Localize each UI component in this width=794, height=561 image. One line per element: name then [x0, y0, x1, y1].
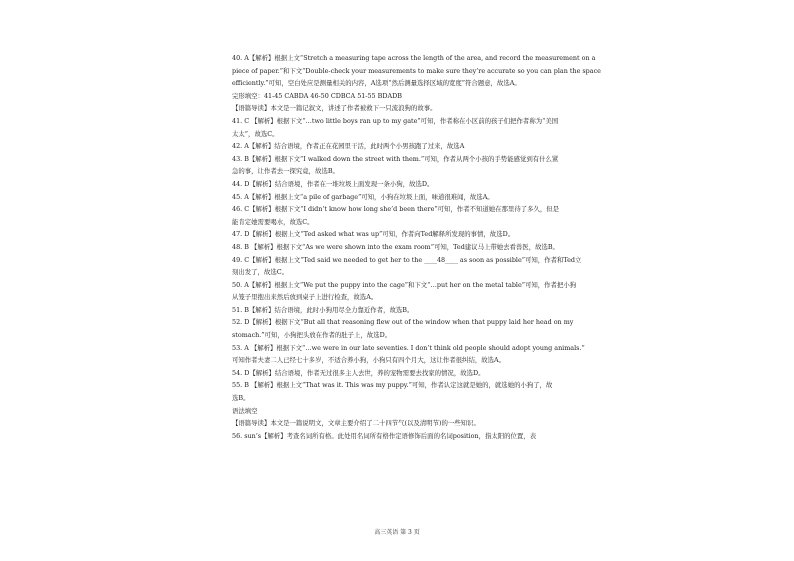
text-line: 选B。: [232, 394, 250, 403]
text-line: 56. sun’s【解析】考查名词所有格。此处用名词所有格作定语修饰后面的名词position，指太阳的位置，表: [232, 431, 537, 440]
text-line: 【语篇导读】本文是一篇说明文，文章主要介绍了二十四节气(以及清明节)的一些知识。: [232, 419, 480, 428]
text-line: 太太”，故选C。: [232, 129, 279, 138]
text-line: 49. C【解析】根据上文“Ted said we needed to get her to the ____48____ as soon as possible”可知，作者和Ted立: [232, 255, 582, 264]
text-line: 完形填空：41-45 CABDA 46-50 CDBCA 51-55 BDADB: [232, 91, 402, 100]
text-line: 可知作者夫妻二人已经七十多岁，不适合养小狗，小狗只有四个月大，这让作者很纠结，故选A。: [232, 356, 506, 365]
answer-explanation-text: [232, 52, 601, 442]
text-line: 44. D【解析】结合语境，作者在一堆垃圾上面发现一条小狗，故选D。: [232, 179, 434, 188]
text-line: 从笼子里抱出来然后放到桌子上进行检查，故选A。: [232, 293, 378, 302]
page-footer: 高三英语 第 3 页: [374, 529, 420, 536]
text-line: 48. B 【解析】根据下文“As we were shown into the exam room”可知，Ted建议马上带她去看兽医，故选B。: [232, 242, 559, 251]
text-line: 43. B【解析】根据下文“I walked down the street with them.”可知，作者从两个小孩的手势能感觉到有什么紧: [232, 154, 559, 163]
text-line: 41. C 【解析】根据下文“…two little boys ran up to my gate”可知，作者称在小区前的孩子们把作者称为“美国: [232, 116, 559, 125]
text-line: efficiently.”可知，空白处应是测量相关的内容，A选项“然后测量选择区域的宽度”符合题意，故选A。: [232, 79, 521, 88]
text-line: 53. A 【解析】根据下文“…we were in our late seventies. I don’t think old people should adopt young animals.”: [232, 343, 585, 352]
text-line: 50. A【解析】根据上文“We put the puppy into the cage”和下文“…put her on the metal table”可知，作者把小狗: [232, 280, 577, 289]
text-line: 51. B【解析】结合语境，此时小狗用尽全力靠近作者，故选B。: [232, 305, 414, 314]
text-line: 46. C【解析】根据下文“I didn’t know how long she’d been there”可知，作者不知道她在那里待了多久，但是: [232, 205, 560, 214]
text-line: 55. B 【解析】根据上文“That was it. This was my puppy.”可知，作者认定这就是她的，就选她的小狗了，故: [232, 381, 553, 390]
text-line: 【语篇导读】本文是一篇记叙文，讲述了作者被救下一只流浪狗的故事。: [232, 104, 437, 113]
text-line: 能肯定她需要喝水，故选C。: [232, 217, 314, 226]
text-line: piece of paper.”和下文“Double-check your measurements to make sure they’re accurate so you can plan the space: [232, 66, 601, 75]
text-line: 45. A【解析】根据上文“a pile of garbage”可知，小狗在垃圾上面，味道很难闻，故选A。: [232, 192, 494, 201]
text-line: 刻出发了，故选C。: [232, 268, 289, 277]
text-line: 语法填空: [232, 406, 258, 415]
text-line: 54. D【解析】结合语境，作者无过很多主人去世，养的宠物需要去找家的情况，故选D。: [232, 368, 485, 377]
text-line: 42. A【解析】结合语境，作者正在花园里干活，此时两个小男孩跑了过来，故选A: [232, 142, 465, 151]
text-line: 急的事，让作者去一探究竟，故选B。: [232, 167, 339, 176]
text-line: stomach.”可知，小狗把头放在作者的肚子上，故选D。: [232, 331, 392, 340]
text-line: 40. A【解析】根据上文“Stretch a measuring tape across the length of the area, and record the measurement on a: [232, 54, 596, 62]
text-line: 47. D【解析】根据上文“Ted asked what was up”可知，作者向Ted解释所发现的事情，故选D。: [232, 230, 515, 239]
text-line: 52. D【解析】根据下文“But all that reasoning flew out of the window when that puppy laid her head on my: [232, 318, 574, 327]
